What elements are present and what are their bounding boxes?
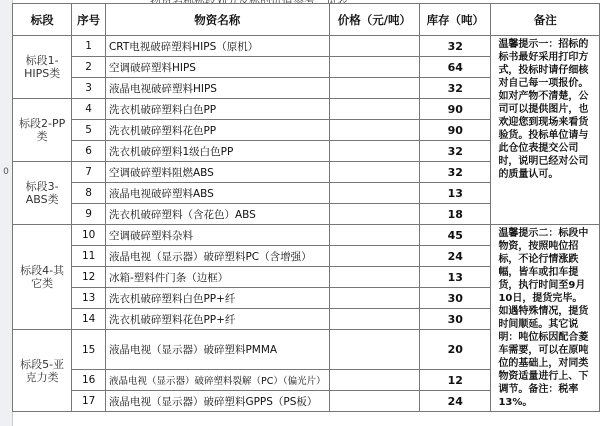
header-price: 价格（元/吨） — [329, 4, 420, 36]
stock-cell: 32 — [420, 78, 491, 99]
row-index: 15 — [72, 330, 106, 370]
price-cell[interactable] — [329, 246, 420, 267]
note-cell-2 — [491, 225, 600, 412]
row-index: 5 — [72, 120, 106, 141]
row-index: 7 — [72, 162, 106, 183]
stock-cell: 20 — [420, 330, 491, 370]
material-name: 空调破碎塑料杂料 — [105, 225, 329, 246]
header-index: 序号 — [72, 4, 106, 36]
table-row[interactable] — [13, 36, 600, 57]
stock-cell: 18 — [420, 204, 491, 225]
segment-cell: 标段5-亚克力类 — [13, 330, 72, 412]
row-index: 1 — [72, 36, 106, 57]
stock-cell: 13 — [420, 183, 491, 204]
price-cell[interactable] — [329, 391, 420, 412]
material-name: 液晶电视（显示器）破碎塑料PC（含增强） — [105, 246, 329, 267]
row-index: 8 — [72, 183, 106, 204]
price-cell[interactable] — [329, 78, 420, 99]
header-note: 备注 — [491, 4, 600, 36]
row-index: 13 — [72, 288, 106, 309]
material-name: 空调破碎塑料HIPS — [105, 57, 329, 78]
note-text-2: 温馨提示二：标段中物资，按照吨位招标，不论行情涨跌幅，皆车或扣车提货，执行时间至9月10日，提货完毕。如遇特殊情况，提货时间顺延。其它说明：吨位标因配合菱车需要，可以在原吨位的基础上，对同类物资适量进行上、下调节。备注：税率13%。 — [498, 228, 589, 408]
price-cell[interactable] — [329, 183, 420, 204]
stock-cell: 30 — [420, 309, 491, 330]
row-index: 14 — [72, 309, 106, 330]
price-cell[interactable] — [329, 141, 420, 162]
price-cell[interactable] — [329, 120, 420, 141]
row-index: 9 — [72, 204, 106, 225]
header-name: 物资名称 — [105, 4, 329, 36]
segment-cell: 标段4-其它类 — [13, 225, 72, 330]
price-cell[interactable] — [329, 99, 420, 120]
header-stock: 库存（吨） — [420, 4, 491, 36]
material-name: 液晶电视破碎塑料HIPS — [105, 78, 329, 99]
row-index: 3 — [72, 78, 106, 99]
header-segment: 标段 — [13, 4, 72, 36]
stock-cell: 24 — [420, 246, 491, 267]
row-index: 10 — [72, 225, 106, 246]
stock-cell: 32 — [420, 162, 491, 183]
price-cell[interactable] — [329, 267, 420, 288]
stock-cell: 13 — [420, 267, 491, 288]
stock-cell: 90 — [420, 120, 491, 141]
price-cell[interactable] — [329, 36, 420, 57]
material-name: 洗衣机破碎塑料花色PP — [105, 120, 329, 141]
table-row[interactable] — [13, 225, 600, 246]
row-index: 16 — [72, 370, 106, 391]
stock-cell: 32 — [420, 36, 491, 57]
stock-cell: 12 — [420, 370, 491, 391]
row-index: 17 — [72, 391, 106, 412]
row-index: 4 — [72, 99, 106, 120]
material-name: 洗衣机破碎塑料（含花色）ABS — [105, 204, 329, 225]
price-cell[interactable] — [329, 309, 420, 330]
material-name: 液晶电视（显示器）破碎塑料PMMA — [105, 330, 329, 370]
price-cell[interactable] — [329, 204, 420, 225]
material-name: 洗衣机破碎塑料白色PP+纤 — [105, 288, 329, 309]
price-cell[interactable] — [329, 330, 420, 370]
price-cell[interactable] — [329, 162, 420, 183]
row-index: 11 — [72, 246, 106, 267]
row-index: 12 — [72, 267, 106, 288]
material-name: 洗衣机破碎塑料花色PP+纤 — [105, 309, 329, 330]
stock-cell: 30 — [420, 288, 491, 309]
note-cell-1 — [491, 36, 600, 225]
segment-cell: 标段2-PP类 — [13, 99, 72, 162]
stock-cell: 32 — [420, 141, 491, 162]
material-name: 洗衣机破碎塑料白色PP — [105, 99, 329, 120]
price-cell[interactable] — [329, 57, 420, 78]
material-name: 洗衣机破碎塑料1级白色PP — [105, 141, 329, 162]
row-number: 0 — [3, 167, 9, 177]
material-name: 液晶电视（显示器）破碎塑料GPPS（PS板） — [105, 391, 329, 412]
material-name: 空调破碎塑料阻燃ABS — [105, 162, 329, 183]
row-index: 2 — [72, 57, 106, 78]
material-name: 冰箱-塑料件门条（边框） — [105, 267, 329, 288]
stock-cell: 45 — [420, 225, 491, 246]
stock-cell: 64 — [420, 57, 491, 78]
stock-cell: 90 — [420, 99, 491, 120]
materials-table — [12, 3, 600, 412]
segment-cell: 标段3-ABS类 — [13, 162, 72, 225]
material-name: CRT电视破碎塑料HIPS（原机） — [105, 36, 329, 57]
row-index: 6 — [72, 141, 106, 162]
material-name: 液晶电视破碎塑料ABS — [105, 183, 329, 204]
price-cell[interactable] — [329, 288, 420, 309]
material-name: 液晶电视（显示器）破碎塑料裂解（PC）（偏光片） — [105, 370, 329, 391]
segment-cell: 标段1-HIPS类 — [13, 36, 72, 99]
note-text-1: 温馨提示一：招标的标书最好采用打印方式，投标时请仔细核对自己每一项报价。如对产物不清楚，公司可以提供图片，也欢迎您到现场来看货验货。投标单位请与此仓位表提交公司时，说明已经对公司的质量认可。 — [498, 39, 589, 180]
price-cell[interactable] — [329, 225, 420, 246]
stock-cell: 24 — [420, 391, 491, 412]
price-cell[interactable] — [329, 370, 420, 391]
